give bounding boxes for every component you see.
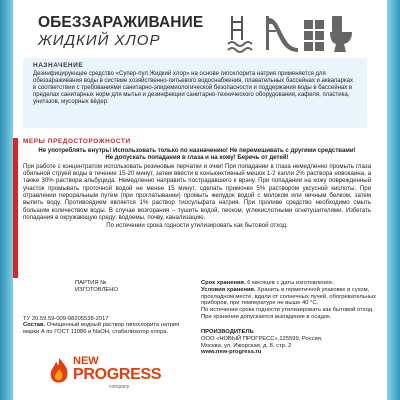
- water-slide-icon: [266, 16, 298, 52]
- storage-column: [201, 280, 377, 356]
- storage-conditions: [201, 287, 377, 307]
- storage-conditions-text: Хранить в герметичной упаковке в сухом, прохладном месте, вдали от солнечных лучей, обогревательных приборов, при температуре не выше 40 °С.: [201, 286, 377, 307]
- producer-address-1: ООО «НОВЫЙ ПРОГРЕСС»,125599, Россия,: [201, 335, 323, 342]
- storage-expiry: По истечении срока годности утилизировать как бытовой отход.: [201, 307, 374, 314]
- composition-label: Состав.: [23, 322, 46, 329]
- purpose-text: Дезинфицирующее средство «Супер-пул Жидкий хлор» на основе гипохлорита натрия применяется для обеззараживания воды в системе хозяйственно-питьевого водоснабжения, плавательных бассейнах и аквапарках в соответствии с требованиями санитарно-эпидемиологической безопасности и поддержания воды в бассейнах в пределах санитарных норм для мытья и дезинфекции санитарно-технического оборудования, кафеля, пластика, унитазов, мусорных вёдер.: [33, 71, 353, 106]
- shelf-life-label: Срок хранения.: [201, 280, 246, 286]
- bottle-edge-right: [387, 0, 400, 400]
- precautions-accent-bar: [13, 138, 18, 278]
- tiles-icon: [304, 20, 324, 51]
- logo-text-progress: PROGRESS: [73, 366, 162, 383]
- purpose-heading: НАЗНАЧЕНИЕ: [33, 62, 84, 69]
- precautions-warning-1: Не употреблять внутрь! Использовать только по назначению! Не перемешивать с другими средствами!: [38, 147, 356, 154]
- tu-code: ТУ 20.59.59-009-98205538-2017: [23, 315, 109, 322]
- precautions-heading: МЕРЫ ПРЕДОСТОРОЖНОСТИ: [23, 138, 131, 145]
- logo-text-new: NEW: [73, 355, 99, 367]
- batch-number: ПАРТИЯ №: [75, 280, 107, 286]
- purpose-section: [23, 58, 367, 128]
- storage-sediment: При хранении допускается выпадение в осадок.: [201, 314, 332, 321]
- shelf-life: [201, 280, 377, 287]
- logo-text-company: company: [109, 384, 130, 390]
- shelf-life-text: 6 месяцев с даты изготовления.: [247, 280, 334, 286]
- precautions-warning-2: Не допускать попадания в глаза и на кожу! Беречь от детей!: [105, 154, 289, 162]
- precautions-expiry: По истечении срока годности утилизировать как бытовой отход.: [106, 222, 288, 230]
- product-title: ОБЕЗЗАРАЖИВАНИЕ: [38, 14, 204, 31]
- manufactured-label: ИЗГОТОВЛЕНО: [75, 286, 118, 293]
- usage-icons: [226, 12, 358, 54]
- precautions-section: [23, 138, 371, 229]
- precautions-text: При работе с концентратом использовать резиновые перчатки и очки! При попадании в глаза немедленно промыть глаза обильной струей воды в течение 15-20 минут, затем ввести в конъюнктивный мешок 1-2 капли 2% раствора новокаина, а также 30% раствора альбуцида. Немедленно направить пострадавшего к врачу. При попадании на кожу поврежденный участок промывать проточной водой не менее 15 минут, сделать примочки 5% раствором уксусной кислоты. При отравлении пероральным путем (при проглатывании) промыть желудок водой с молоком или яичным белком, затем выпить воду. Противоядием является 1% раствор тиосульфата натрия. При проливе средство необходимо смыть большим количеством воды. В случае возгорания – тушить водой, песком, углекислотными огнетушителями. Избегать попадания в окружающую среду: водоемы, почву, канализацию.: [23, 162, 371, 221]
- swimming-pool-icon: [228, 16, 252, 52]
- brand-logo: [47, 355, 162, 395]
- product-subtitle: ЖИДКИЙ ХЛОР: [38, 32, 161, 49]
- composition: [23, 322, 193, 336]
- composition-text: Очищенный водный раствор гипохлорита натрия марки А по ГОСТ 11086 и NaOH, стабилизатор хлора.: [23, 322, 180, 336]
- toilet-icon: [330, 16, 352, 52]
- producer-address-2: Москва, ул. Ижорская, д. 8, стр. 2: [201, 342, 292, 349]
- batch-column: [23, 280, 193, 336]
- product-label: [13, 0, 387, 400]
- flame-logo-icon: [47, 357, 71, 387]
- bottle-edge-left: [0, 0, 13, 400]
- producer-heading: ПРОИЗВОДИТЕЛЬ: [201, 328, 254, 335]
- storage-conditions-label: Условия хранения.: [201, 286, 256, 293]
- producer-website: www.new-progress.ru: [201, 349, 262, 356]
